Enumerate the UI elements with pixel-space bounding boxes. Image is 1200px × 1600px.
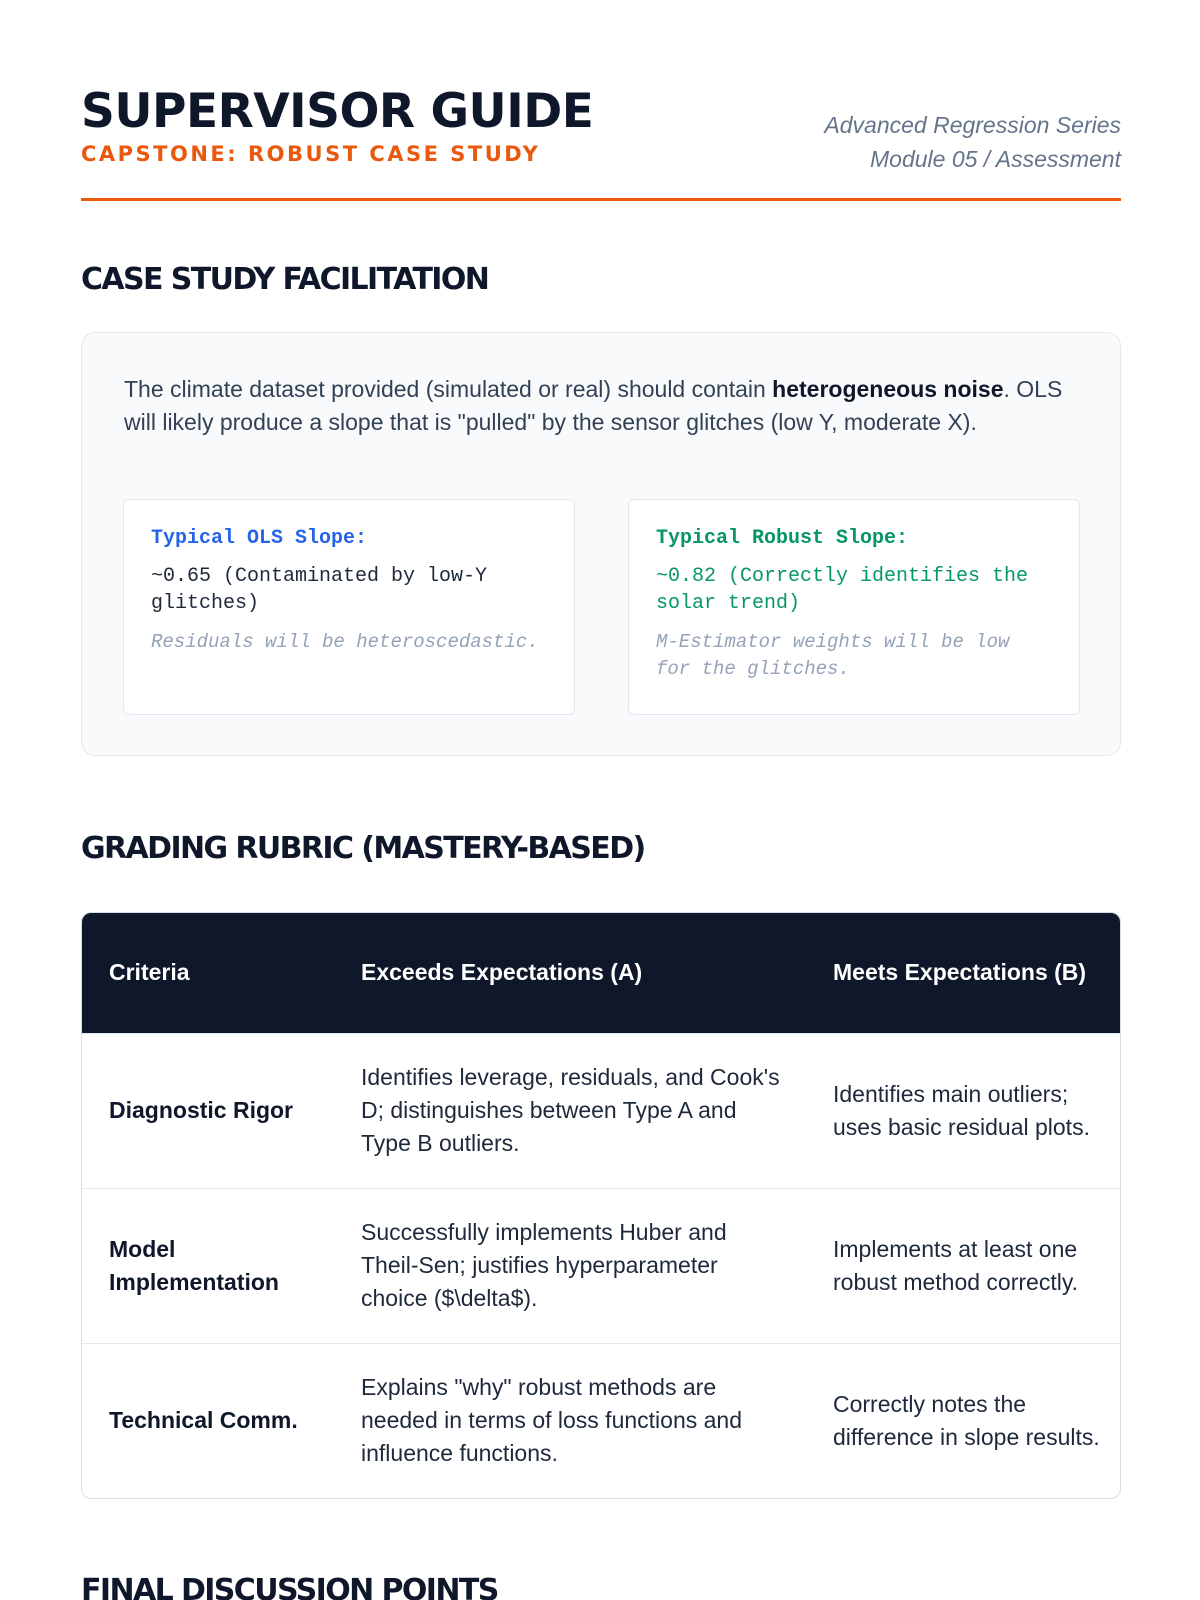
series-name: Advanced Regression Series (824, 112, 1121, 138)
criteria-cell: Model Implementation (82, 1188, 334, 1343)
facilitation-text-emphasis: heterogeneous noise (772, 376, 1004, 402)
ols-slope-note: Residuals will be heteroscedastic. (151, 631, 539, 653)
table-row (82, 1033, 1121, 1188)
column-header-meets: Meets Expectations (B) (806, 913, 1121, 1033)
robust-slope-label: Typical Robust Slope: (656, 527, 909, 550)
document-subtitle: CAPSTONE: ROBUST CASE STUDY (81, 142, 541, 166)
table-row (82, 1188, 1121, 1343)
header-meta (824, 108, 1121, 176)
facilitation-text (124, 373, 1084, 439)
ols-slope-value: ~0.65 (Contaminated by low-Y glitches) (151, 565, 488, 615)
robust-slope-box (628, 499, 1080, 715)
module-label: Module 05 / Assessment (870, 146, 1121, 172)
exceeds-cell: Identifies leverage, residuals, and Cook's D; distinguishes between Type A and Type B outliers. (334, 1033, 806, 1188)
meets-cell: Identifies main outliers; uses basic residual plots. (806, 1033, 1121, 1188)
ols-slope-label: Typical OLS Slope: (151, 527, 368, 550)
facilitation-text-part: The climate dataset provided (simulated or real) should contain (124, 376, 773, 402)
meets-cell: Implements at least one robust method correctly. (806, 1188, 1121, 1343)
grading-rubric-table (81, 912, 1121, 1499)
ols-slope-box (123, 499, 575, 715)
table-header-row (82, 913, 1121, 1033)
robust-slope-value: ~0.82 (Correctly identifies the solar trend) (656, 565, 1029, 615)
column-header-criteria: Criteria (82, 913, 334, 1033)
robust-slope-note: M-Estimator weights will be low for the glitches. (656, 631, 1010, 680)
header-divider (81, 198, 1121, 201)
section-title-facilitation: CASE STUDY FACILITATION (81, 262, 489, 297)
facilitation-card (81, 332, 1121, 756)
exceeds-cell: Explains "why" robust methods are needed in terms of loss functions and influence functions. (334, 1343, 806, 1498)
table-row (82, 1343, 1121, 1498)
facilitation-text-part: . OLS will likely produce a slope that is "pulled" by the sensor glitches (low Y, moderate X). (124, 376, 1063, 435)
column-header-exceeds: Exceeds Expectations (A) (334, 913, 806, 1033)
criteria-cell: Technical Comm. (82, 1343, 334, 1498)
meets-cell: Correctly notes the difference in slope results. (806, 1343, 1121, 1498)
criteria-cell: Diagnostic Rigor (82, 1033, 334, 1188)
section-title-discussion: FINAL DISCUSSION POINTS (81, 1573, 498, 1600)
document-title: SUPERVISOR GUIDE (81, 84, 594, 139)
section-title-rubric: GRADING RUBRIC (MASTERY-BASED) (81, 831, 645, 866)
document-header (81, 86, 1121, 206)
exceeds-cell: Successfully implements Huber and Theil-Sen; justifies hyperparameter choice ($\delta$). (334, 1188, 806, 1343)
